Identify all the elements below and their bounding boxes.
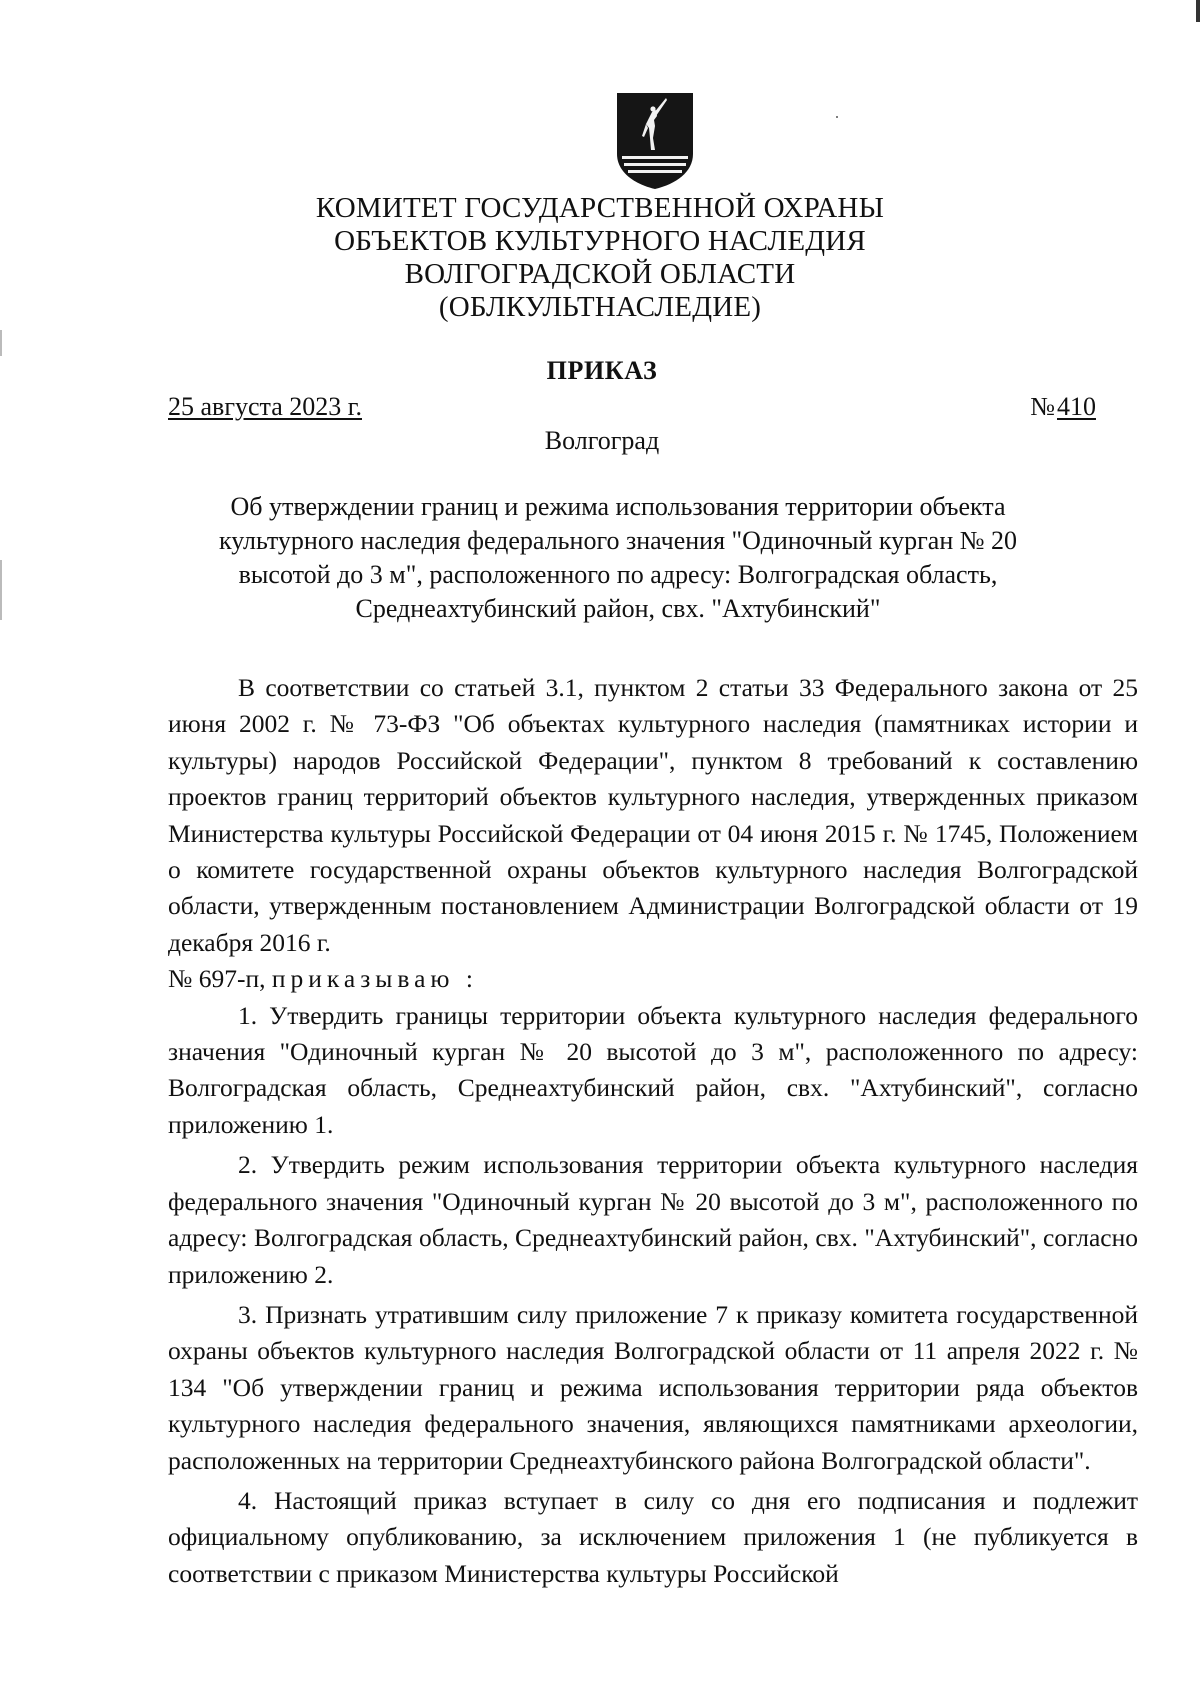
- org-name-line-2: ОБЪЕКТОВ КУЛЬТУРНОГО НАСЛЕДИЯ: [334, 225, 866, 257]
- order-subject: [168, 490, 1068, 626]
- order-item-1: 1. Утвердить границы территории объекта культурного наследия федерального значения "Одиночный курган № 20 высотой до 3 м", расположенного по адресу: Волгоградская область, Среднеахтубинский район, свх. "Ахтубинский", согласно приложению 1.: [168, 1000, 1138, 1139]
- org-name-line-1: КОМИТЕТ ГОСУДАРСТВЕННОЙ ОХРАНЫ: [315, 192, 885, 224]
- org-abbreviation: (ОБЛКУЛЬТНАСЛЕДИЕ): [438, 291, 762, 323]
- order-number-value: 410: [1057, 392, 1096, 421]
- scan-edge-mark: [0, 330, 2, 356]
- order-item-4: 4. Настоящий приказ вступает в силу со дня его подписания и подлежит официальному опубликованию, за исключением приложения 1 (не публикуется в соответствии с приказом Министерства культуры Российской: [168, 1485, 1138, 1588]
- order-directive-word: приказываю :: [271, 964, 478, 994]
- preamble-text: В соответствии со статьей 3.1, пунктом 2 статьи 33 Федерального закона от 25 июня 2002 г. № 73-ФЗ "Об объектах культурного наследия (памятниках истории и культуры) народов Российской Федерации", пунктом 8 требований к составлению проектов границ территорий объектов культурного наследия, утвержденных приказом Министерства культуры Российской Федерации от 04 июня 2015 г. № 1745, Положением о комитете государственной охраны объектов культурного наследия Волгоградской области, утвержденным постановлением Администрации Волгоградской области от 19 декабря 2016 г.: [168, 673, 1138, 957]
- scan-corner-mark: [1196, 0, 1200, 22]
- org-name-line-3: ВОЛГОГРАДСКОЙ ОБЛАСТИ: [404, 258, 796, 290]
- subject-line-3: высотой до 3 м", расположенного по адресу: Волгоградская область,: [238, 560, 998, 589]
- preamble-tail: [168, 961, 1138, 997]
- scan-speck: [836, 116, 838, 118]
- order-number-prefix: №: [1030, 392, 1055, 421]
- organization-header: [200, 192, 1000, 324]
- subject-line-1: Об утверждении границ и режима использования территории объекта: [230, 492, 1006, 521]
- order-item-3: 3. Признать утратившим силу приложение 7 к приказу комитета государственной охраны объектов культурного наследия Волгоградской области от 11 апреля 2022 г. № 134 "Об утверждении границ и режима использования территории ряда объектов культурного наследия федерального значения, являющихся памятниками археологии, расположенных на территории Среднеахтубинского района Волгоградской области".: [168, 1299, 1138, 1475]
- coat-of-arms-emblem: [616, 92, 694, 190]
- order-title: ПРИКАЗ: [546, 356, 658, 385]
- order-item-2: 2. Утвердить режим использования территории объекта культурного наследия федерального значения "Одиночный курган № 20 высотой до 3 м", расположенного по адресу: Волгоградская область, Среднеахтубинский район, свх. "Ахтубинский", согласно приложению 2.: [168, 1150, 1138, 1289]
- scan-edge-mark: [0, 560, 2, 620]
- preamble-paragraph: [168, 670, 1138, 961]
- order-body: [168, 670, 1138, 1592]
- preamble-tail-number: № 697-п,: [168, 964, 266, 994]
- order-city: Волгоград: [544, 426, 660, 455]
- subject-line-4: Среднеахтубинский район, свх. "Ахтубинский": [355, 594, 881, 623]
- order-number: [1030, 392, 1096, 422]
- order-date: 25 августа 2023 г.: [168, 392, 362, 421]
- subject-line-2: культурного наследия федерального значения "Одиночный курган № 20: [218, 526, 1018, 555]
